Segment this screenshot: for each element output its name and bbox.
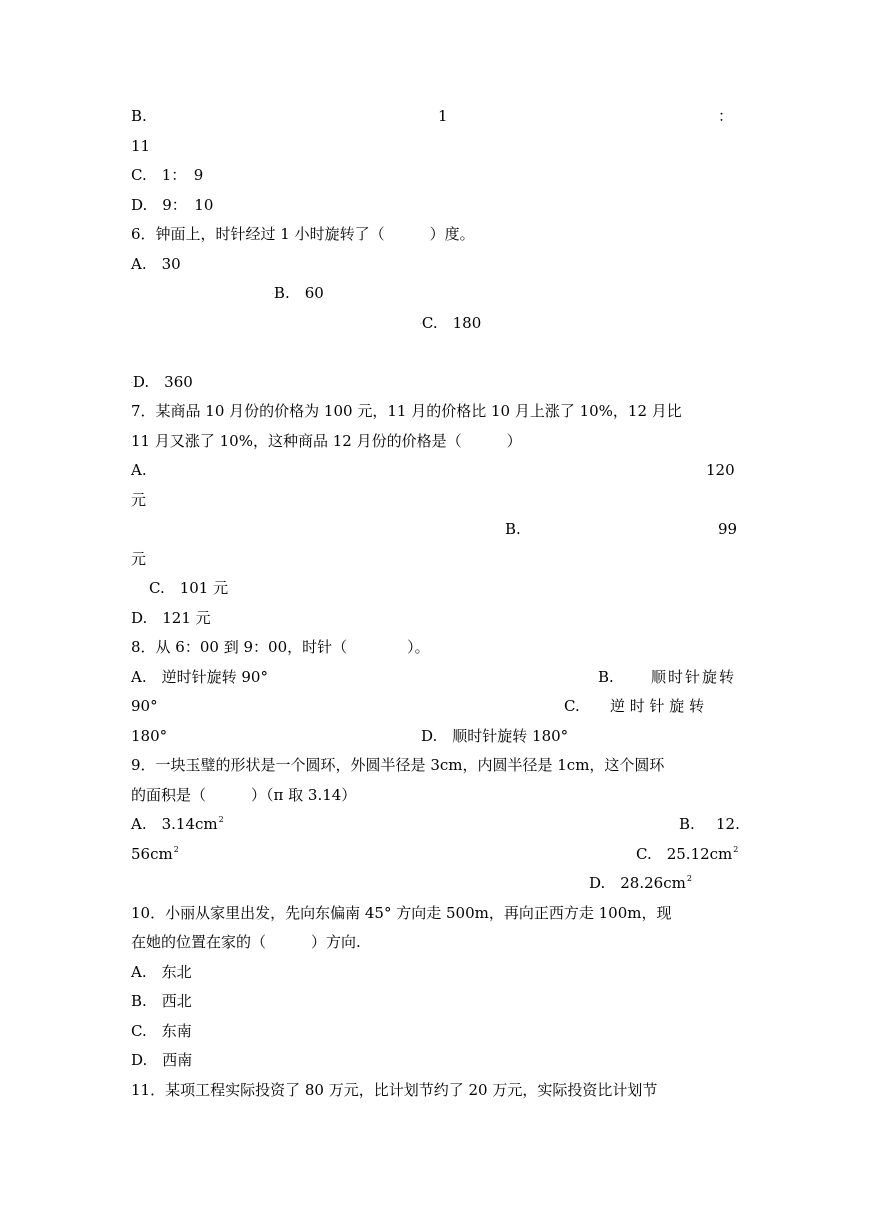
q6-bullet-mark: . <box>420 319 422 326</box>
q10-option-b: B. 西北 <box>131 992 192 1010</box>
q8-stem: 8．从 6：00 到 9：00，时针（ ）。 <box>131 638 430 656</box>
q9-option-b-exponent: 2 <box>173 845 179 854</box>
q6-option-a: A. 30 <box>131 255 181 273</box>
q5-option-b-right: 11 <box>131 137 151 155</box>
q9-option-d: D. $28.26cm^2$ <box>589 874 692 892</box>
q5-option-b-label: B. <box>131 107 147 125</box>
q8-option-b-text: 顺时针旋转 <box>651 668 737 686</box>
q8-option-d: D. 顺时针旋转 180° <box>421 727 569 745</box>
q7-option-b-value: 99 <box>718 520 738 538</box>
q11-stem-line-1: 11．某项工程实际投资了 80 万元，比计划节约了 20 万元，实际投资比计划节 <box>131 1081 658 1099</box>
q7-option-b-label: B. <box>505 520 521 538</box>
q5-option-b-left: 1 <box>438 107 448 125</box>
q9-option-b-continued: $56cm^2$ <box>131 845 179 863</box>
q8-option-c-continued: 180° <box>131 727 168 745</box>
q5-option-d: D. 9： 10 <box>131 196 214 214</box>
q7-option-a-label: A. <box>131 461 147 479</box>
q10-option-a: A. 东北 <box>131 963 192 981</box>
q10-stem-line-1: 10．小丽从家里出发，先向东偏南 45° 方向走 500m，再向正西方走 100m，现 <box>131 904 672 922</box>
q6-option-b: .B. 60 <box>272 284 324 302</box>
q9-option-b-value: 12. <box>716 815 740 833</box>
q9-option-c: C. $25.12cm^2$ <box>636 845 739 863</box>
q7-option-c: C. 101 元 <box>149 579 229 597</box>
q5-option-b-separator: ： <box>718 107 734 125</box>
q6-option-d: .D. 360 <box>131 373 193 391</box>
q9-option-a-exponent: 2 <box>218 815 224 824</box>
q7-option-a-unit: 元 <box>131 491 147 509</box>
q8-option-c-text: 逆 时 针 旋 转 <box>610 697 705 715</box>
q9-stem-line-1: 9．一块玉璧的形状是一个圆环，外圆半径是 3cm，内圆半径是 1cm，这个圆环 <box>131 756 665 774</box>
q6-bullet-mark: . <box>272 289 274 296</box>
q10-stem-line-2: 在她的位置在家的（ ）方向. <box>131 933 361 951</box>
q7-stem-line-2: 11 月又涨了 10%，这种商品 12 月份的价格是（ ） <box>131 432 522 450</box>
q7-option-d: D. 121 元 <box>131 609 211 627</box>
q8-option-a: A. 逆时针旋转 90° <box>131 668 268 686</box>
q5-option-c: C. 1： 9 <box>131 166 204 184</box>
q9-option-b-label: B. <box>679 815 695 833</box>
q9-option-c-exponent: 2 <box>733 845 739 854</box>
q8-option-b-continued: 90° <box>131 697 158 715</box>
q6-bullet-mark: . <box>131 378 133 385</box>
q8-option-b-label: B. <box>598 668 614 686</box>
q9-option-a: A. $3.14cm^2$ <box>131 815 224 833</box>
q8-option-c-label: C. <box>564 697 580 715</box>
q7-option-a-value: 120 <box>706 461 735 479</box>
q9-option-d-exponent: 2 <box>686 874 692 883</box>
q6-stem: 6．钟面上，时针经过 1 小时旋转了（ ）度。 <box>131 225 475 243</box>
q7-stem-line-1: 7．某商品 10 月份的价格为 100 元，11 月的价格比 10 月上涨了 10%，12 月比 <box>131 402 682 420</box>
q7-option-b-unit: 元 <box>131 550 147 568</box>
q10-option-d: D. 西南 <box>131 1051 193 1069</box>
q6-option-c: .C. 180 <box>420 314 482 332</box>
q10-option-c: C. 东南 <box>131 1022 192 1040</box>
q9-stem-line-2: 的面积是（ ）（π 取 3.14） <box>131 786 357 804</box>
